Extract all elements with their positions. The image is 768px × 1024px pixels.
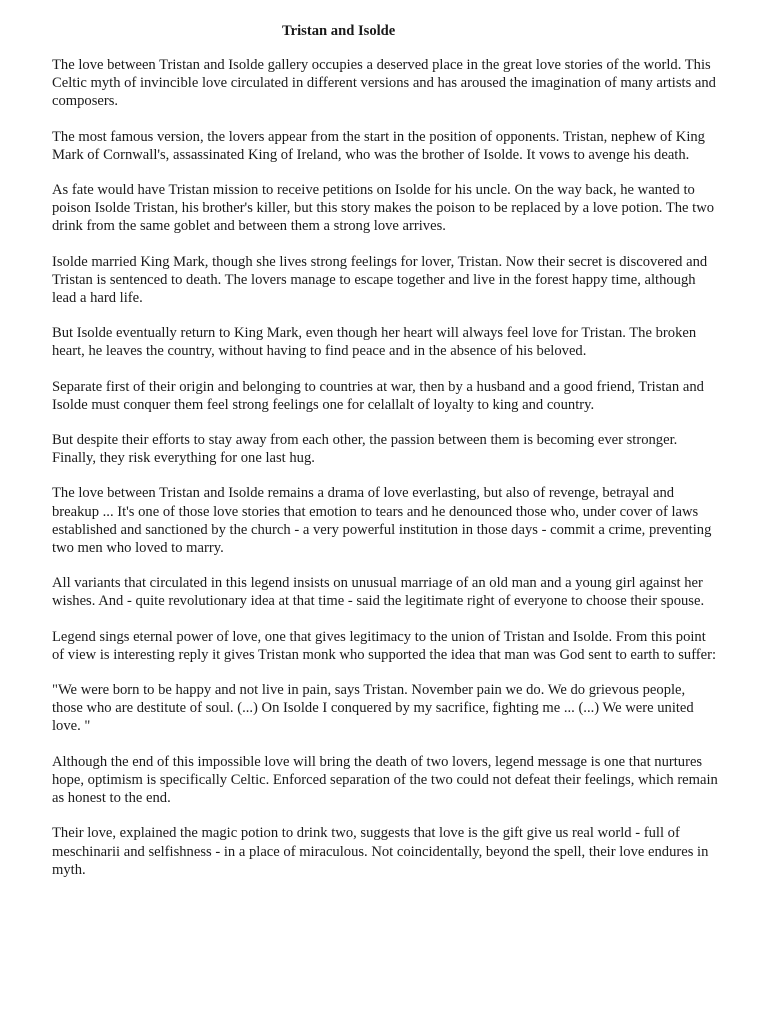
paragraph-13: Their love, explained the magic potion to drink two, suggests that love is the gift give us real world - full of meschinarii and selfishness - in a place of miraculous. Not coincidentally, beyond the spell, their love endures in myth. [52, 825, 709, 878]
paragraph-2: The most famous version, the lovers appear from the start in the position of opponents. Tristan, nephew of King Mark of Cornwall's, assassinated King of Ireland, who was the brother of Isolde. It vows to avenge his death. [52, 128, 705, 163]
paragraph-6: Separate first of their origin and belonging to countries at war, then by a husband and a good friend, Tristan and Isolde must conquer them feel strong feelings one for celallalt of loyalty to king and country. [52, 378, 704, 413]
paragraph-11-quote: "We were born to be happy and not live in pain, says Tristan. November pain we do. We do grievous people, those who are destitute of soul. (...) On Isolde I conquered by my sacrifice, fighting me ... (...) We were united love. " [52, 682, 694, 735]
paragraph-4: Isolde married King Mark, though she lives strong feelings for lover, Tristan. Now their secret is discovered and Tristan is sentenced to death. The lovers manage to escape together and live in the forest happy time, although lead a hard life. [52, 253, 708, 307]
paragraph-1: The love between Tristan and Isolde gallery occupies a deserved place in the great love stories of the world. This Celtic myth of invincible love circulated in different versions and has aroused the imagination of many artists and composers. [52, 57, 716, 110]
paragraph-12: Although the end of this impossible love will bring the death of two lovers, legend message is one that nurtures hope, optimism is specifically Celtic. Enforced separation of the two could not defeat their feelings, which remain as honest to the end. [52, 753, 718, 807]
paragraph-9: All variants that circulated in this legend insists on unusual marriage of an old man and a young girl against her wishes. And - quite revolutionary idea at that time - said the legitimate right of everyone to choose their spouse. [52, 575, 705, 610]
paragraph-8: The love between Tristan and Isolde remains a drama of love everlasting, but also of revenge, betrayal and breakup ... It's one of those love stories that emotion to tears and he denounced those who, under cover of laws established and sanctioned by the church - a very powerful institution in those days - commit a crime, preventing two men who loved to marry. [52, 485, 712, 557]
paragraph-5: But Isolde eventually return to King Mark, even though her heart will always feel love for Tristan. The broken heart, he leaves the country, without having to find peace and in the absence of his beloved. [52, 325, 697, 360]
paragraph-7: But despite their efforts to stay away from each other, the passion between them is becoming ever stronger. Finally, they risk everything for one last hug. [52, 432, 678, 467]
paragraph-3: As fate would have Tristan mission to receive petitions on Isolde for his uncle. On the way back, he wanted to poison Isolde Tristan, his brother's killer, but this story makes the poison to be replaced by a love potion. The two drink from the same goblet and between them a strong love arrives. [52, 182, 715, 235]
document-page [52, 22, 718, 896]
paragraph-10: Legend sings eternal power of love, one that gives legitimacy to the union of Tristan and Isolde. From this point of view is interesting reply it gives Tristan monk who supported the idea that man was God sent to earth to suffer: [52, 628, 717, 663]
document-title: Tristan and Isolde [282, 23, 396, 39]
